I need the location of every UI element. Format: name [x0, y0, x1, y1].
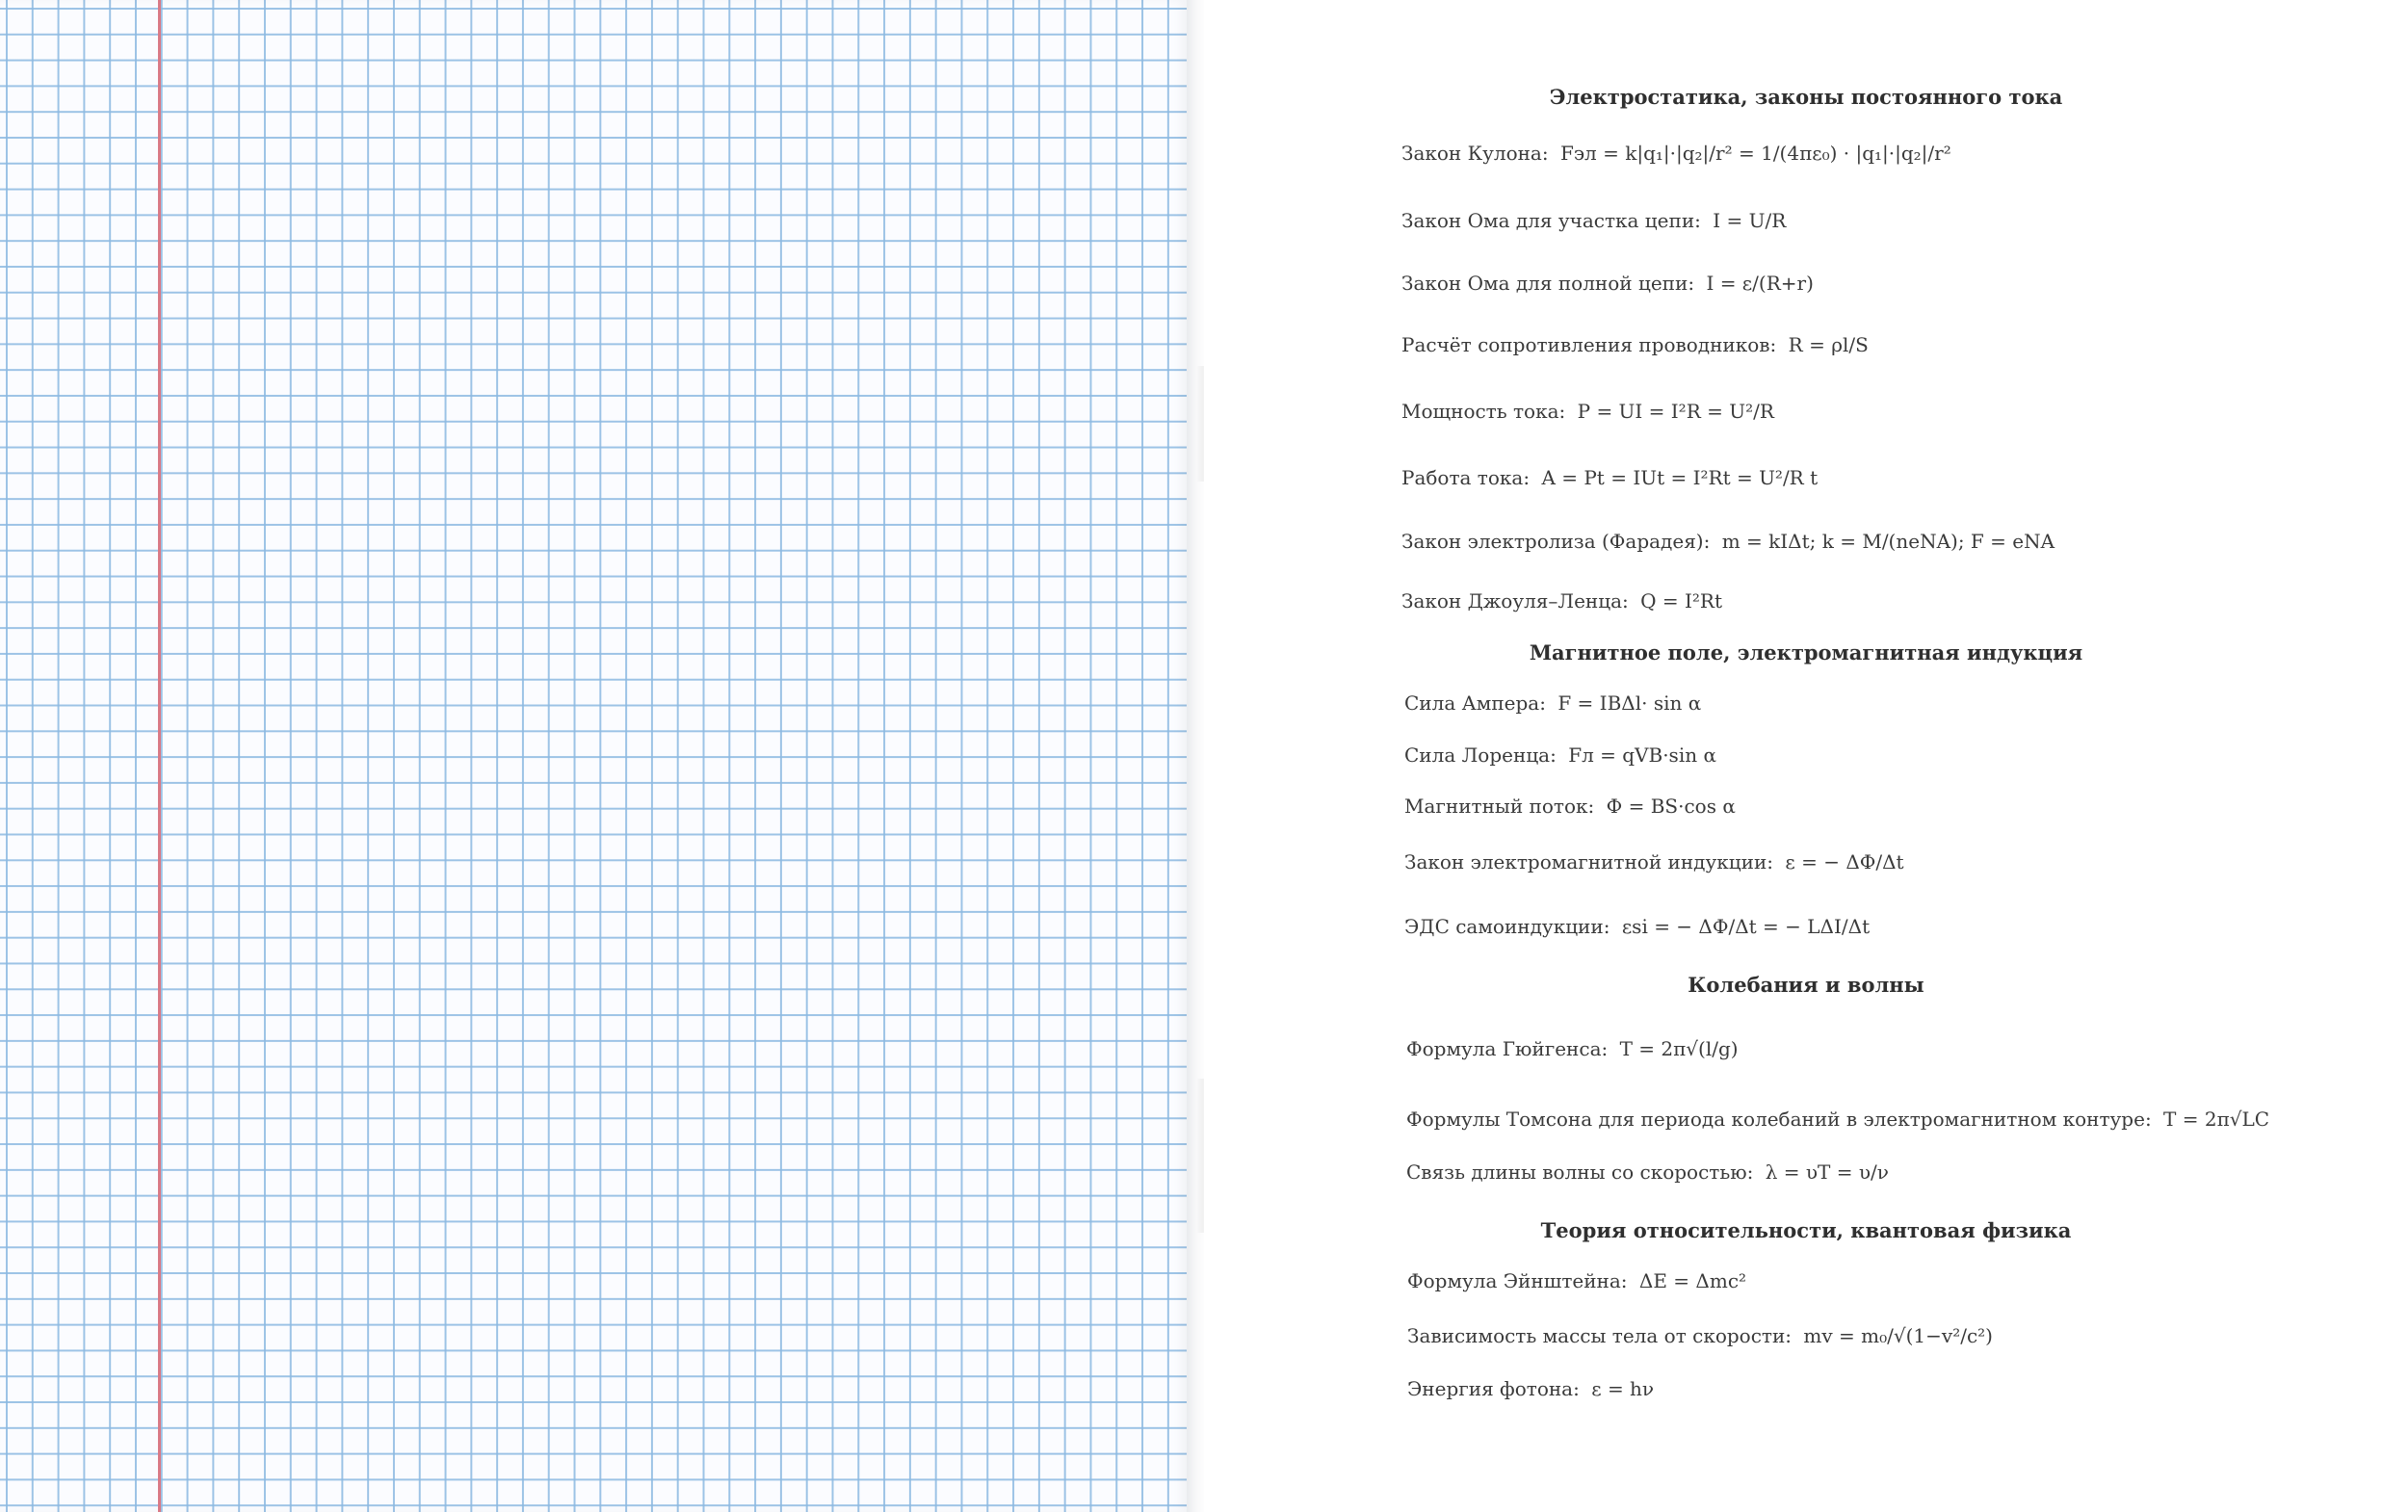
formula-label: Мощность тока:	[1401, 400, 1566, 423]
formula: ΔE = Δmc²	[1638, 1269, 1747, 1292]
formula-label: Сила Ампера:	[1404, 691, 1546, 715]
section-heading: Колебания и волны	[1688, 973, 1924, 997]
formula: mv = m₀/√(1−v²/c²)	[1803, 1324, 1993, 1347]
formula: m = kIΔt; k = M/(neNA); F = eNA	[1721, 530, 2055, 553]
formula-line	[1401, 589, 2408, 613]
formula: F = IBΔl· sin α	[1557, 691, 1702, 715]
red-margin-line	[158, 0, 161, 1512]
formula-line	[1401, 530, 2408, 553]
formula-line	[1407, 1324, 2408, 1347]
formula: T = 2π√LC	[2163, 1108, 2270, 1131]
formula: T = 2π√(l/g)	[1619, 1037, 1739, 1060]
formula-label: Закон электролиза (Фарадея):	[1401, 530, 1711, 553]
formula-label: Связь длины волны со скоростью:	[1406, 1160, 1754, 1184]
formula: R = ρl/S	[1788, 333, 1869, 356]
formula: I = U/R	[1713, 209, 1787, 232]
formula-label: ЭДС самоиндукции:	[1404, 915, 1610, 938]
formula-line	[1406, 1037, 2408, 1060]
formula: ε = hν	[1591, 1377, 1655, 1400]
formula-label: Работа тока:	[1401, 466, 1531, 489]
formula-line	[1401, 272, 2408, 295]
formula-label: Закон электромагнитной индукции:	[1404, 850, 1774, 873]
formula: Fл = qVB·sin α	[1568, 743, 1716, 767]
formula-line	[1406, 1160, 2408, 1184]
formula-line	[1401, 209, 2408, 232]
formula-label: Сила Лоренца:	[1404, 743, 1557, 767]
formula-line	[1404, 850, 2408, 873]
formula-line	[1407, 1377, 2408, 1400]
section-heading: Магнитное поле, электромагнитная индукция	[1529, 640, 2083, 665]
formula-label: Расчёт сопротивления проводников:	[1401, 333, 1777, 356]
formula-label: Зависимость массы тела от скорости:	[1407, 1324, 1793, 1347]
formula-label: Формула Гюйгенса:	[1406, 1037, 1609, 1060]
section-heading: Электростатика, законы постоянного тока	[1549, 85, 2063, 109]
formula: P = UI = I²R = U²/R	[1577, 400, 1774, 423]
right-page-formula-sheet	[1204, 0, 2408, 1512]
formula: Ф = BS·cos α	[1606, 795, 1736, 818]
formula-line	[1401, 400, 2408, 423]
formula: A = Pt = IUt = I²Rt = U²/R t	[1541, 466, 1819, 489]
formula: ε = − ΔФ/Δt	[1785, 850, 1904, 873]
formula: εsi = − ΔФ/Δt = − LΔI/Δt	[1621, 915, 1871, 938]
formula-label: Формулы Томсона для периода колебаний в электромагнитном контуре:	[1406, 1108, 2152, 1131]
formula-label: Закон Ома для участка цепи:	[1401, 209, 1701, 232]
formula: Fэл = k|q₁|·|q₂|/r² = 1/(4πε₀) · |q₁|·|q₂|/r²	[1559, 142, 1951, 165]
formula-line	[1401, 466, 2408, 489]
formula-line	[1407, 1269, 2408, 1292]
formula-label: Закон Джоуля–Ленца:	[1401, 589, 1629, 613]
notebook-spine	[1187, 0, 1206, 1512]
formula-label: Закон Ома для полной цепи:	[1401, 272, 1695, 295]
section-heading: Теория относительности, квантовая физика	[1540, 1218, 2072, 1242]
formula-line	[1404, 743, 2408, 767]
formula-label: Магнитный поток:	[1404, 795, 1595, 818]
formula-line	[1406, 1108, 2408, 1131]
formula: Q = I²Rt	[1640, 589, 1723, 613]
formula-label: Закон Кулона:	[1401, 142, 1549, 165]
formula-line	[1404, 691, 2408, 715]
formula-label: Формула Эйнштейна:	[1407, 1269, 1628, 1292]
left-page-grid-paper	[0, 0, 1187, 1512]
formula-label: Энергия фотона:	[1407, 1377, 1580, 1400]
formula-line	[1401, 333, 2408, 356]
formula-line	[1404, 795, 2408, 818]
formula-line	[1401, 142, 2408, 165]
formula: λ = υT = υ/ν	[1765, 1160, 1889, 1184]
formula: I = ε/(R+r)	[1706, 272, 1814, 295]
formula-line	[1404, 915, 2408, 938]
